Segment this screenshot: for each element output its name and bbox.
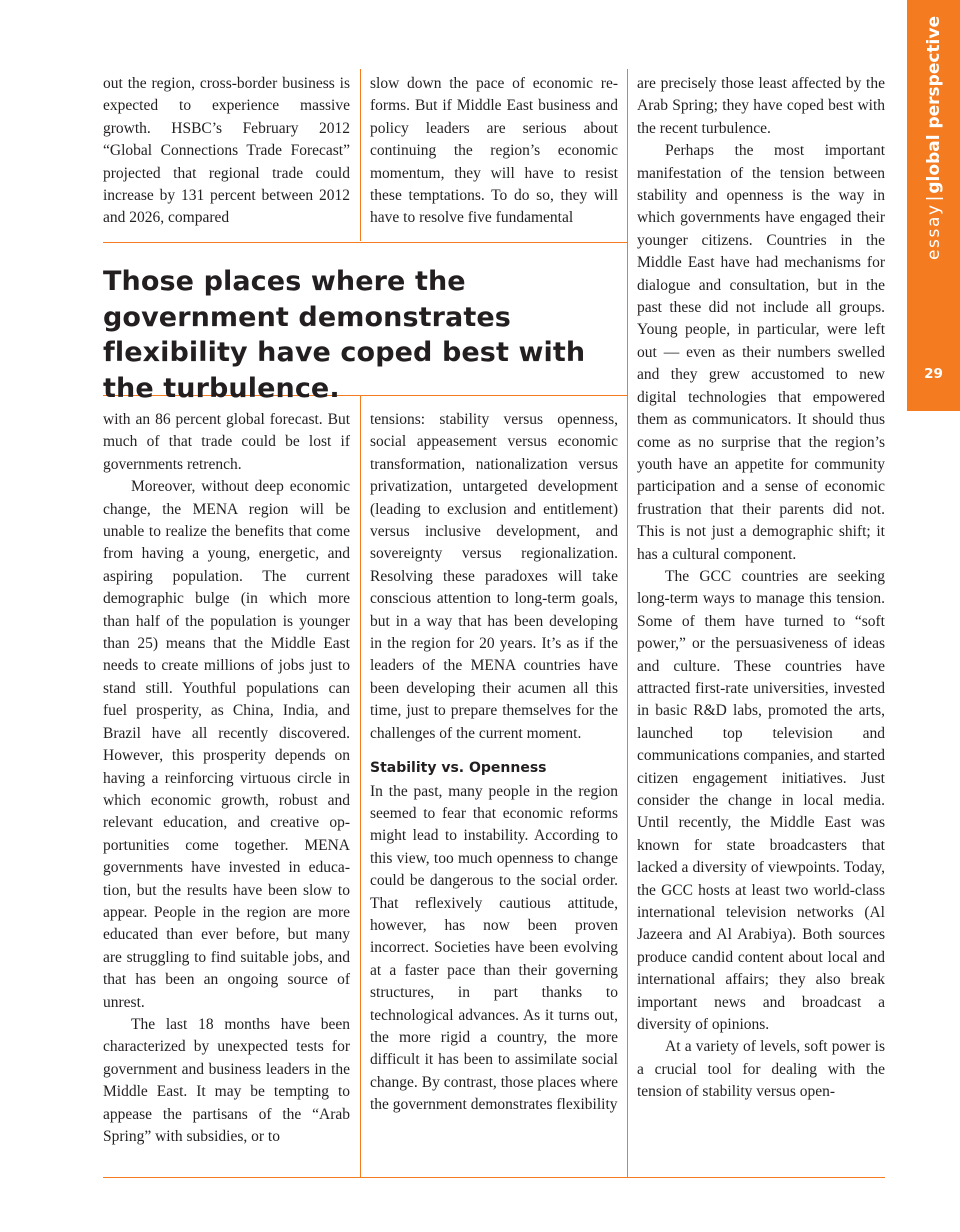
section-topic: global perspective [924,16,944,194]
pull-quote: Those places where the government demonstrates flexibility have coped best with the turbulence. [103,266,586,404]
column-divider [627,69,628,1177]
paragraph: tensions: stability versus openness, social appeasement versus economic transformation, nationalization versus privatization, untargeted development (leading to exclusion and entitlement) versus inclusive development, and sovereignty versus regionalization. Resolving these paradoxes will take conscious attention to long-term goals, but in a way that has been developing in the region for 20 years. It’s as if the leaders of the MENA countries have been developing their acumen all this time, just to prepare themselves for the challenges of the current moment. [370,411,618,742]
paragraph: are precisely those least affected by the Arab Spring; they have coped best with the recent turbulence. [637,75,885,137]
section-label [920,16,948,278]
paragraph: out the region, cross-border business is expected to experience massive growth. HSBC’s February 2012 “Global Connections Trade Forecast” projected that regional trade could increase by 131 percent between 2012 and 2026, compared [103,75,350,227]
column-1-bottom [103,409,350,1148]
column-divider [360,396,361,1177]
section-heading: Stability vs. Openness [370,760,547,777]
paragraph: with an 86 percent global forecast. But much of that trade could be lost if governments retrench. [103,411,350,473]
column-2-top [370,73,618,230]
column-2-bottom [370,409,618,1117]
column-3 [637,73,885,1104]
paragraph: The last 18 months have been characterized by unexpected tests for government and business leaders in the Middle East. It may be tempting to appease the partisans of the “Arab Spring” with subsidies, or to [103,1015,350,1145]
paragraph: The GCC countries are seeking long-term ways to manage this tension. Some of them have turned to “soft power,” or the persuasiveness of ideas and culture. These countries have attracted first-rate universities, invested in basic R&D labs, promoted the arts, launched top television and communications companies, and started citizen engagement initiatives. Just consider the change in local media. Until recently, the Middle East was known for state broadcasters that lacked a diversity of viewpoints. Today, the GCC hosts at least two world-class international television networks (Al Jazeera and Al Arabiya). Both sources produce candid content about local and international affairs; they also break important news and broadcast a diversity of opinions. [637,567,885,1034]
column-1-top [103,73,350,230]
paragraph: Perhaps the most important manifestation of the tension between stability and openness is the way in which governments have engaged their younger citizens. Countries in the Middle East have had mechanisms for dialogue and consultation, but in the past these did not include all groups. Young people, in particular, were left out — even as their numbers swelled and they grew accustomed to new digital technologies that empowered them as communicators. It should thus come as no surprise that the region’s youth have an appetite for community participation and a sense of economic frustration that their parents did not. This is not just a demographic shift; it has a cultural component. [637,142,885,563]
paragraph: In the past, many people in the region seemed to fear that economic reforms might lead to instability. According to this view, too much openness to change could be dangerous to the social order. That reflexively cautious attitude, however, has now been proven incorrect. Societies have been evolving at a faster pace than their governing structures, in part thanks to technological advances. As it turns out, the more rigid a country, the more difficult it has been to assimilate social change. By contrast, those places where the government demonstrates flexibility [370,782,618,1114]
page-number: 29 [924,366,943,382]
column-divider [360,69,361,241]
paragraph: At a variety of levels, soft power is a crucial tool for dealing with the tension of stability versus open- [637,1038,885,1101]
paragraph: Moreover, without deep economic change, the MENA region will be unable to realize the benefits that come from having a young, energetic, and aspiring population. The current demographic bulge (in which more than half of the population is younger than 25) means that the Middle East needs to create millions of jobs just to stand still. Youthful populations can fuel prosperity, as China, India, and Brazil have all recently discovered. However, this prosperity depends on having a reinforcing virtuous circle in which economic growth, robust and relevant education, and creative opportunities come together. MENA governments have invested in education, but the results have been slow to appear. People in the region are more educated than ever before, but many are struggling to find suitable jobs, and that has been an ongoing source of unrest. [103,478,350,1011]
paragraph: slow down the pace of economic reforms. But if Middle East business and policy leaders are serious about continuing the region’s economic momentum, they will have to resist these temptations. To do so, they will have to resolve five fundamental [370,75,618,227]
page-bottom-rule [103,1177,885,1178]
pull-quote-top-rule [103,242,628,243]
section-separator: | [924,195,944,202]
section-name: essay [924,203,944,260]
